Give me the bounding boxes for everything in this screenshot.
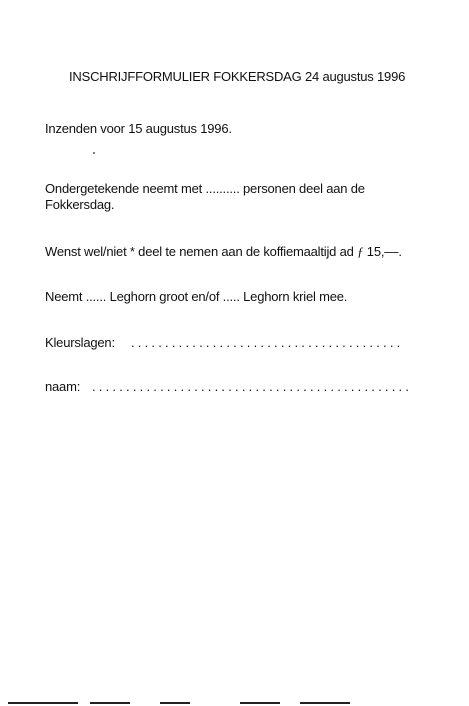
naam-fill-line[interactable]: ...............................................: [92, 379, 413, 394]
kleurslagen-fill-line[interactable]: ........................................: [131, 335, 404, 350]
coffee-text: Wenst wel/niet * deel te nemen aan de koffiemaaltijd ad: [45, 244, 358, 259]
participants-line: Ondergetekende neemt met .......... personen deel aan de: [45, 181, 365, 196]
naam-label: naam:: [45, 379, 81, 394]
scan-bottom-edge: [0, 700, 469, 706]
scan-speck: [93, 152, 95, 154]
form-title: INSCHRIJFFORMULIER FOKKERSDAG 24 augustus 1996: [69, 69, 406, 84]
participants-line-continued: Fokkersdag.: [45, 197, 115, 212]
coffee-line: [45, 243, 402, 260]
coffee-amount: 15,––.: [363, 244, 402, 259]
kleurslagen-label: Kleurslagen:: [45, 335, 115, 350]
currency-symbol: ƒ: [357, 244, 364, 259]
leghorn-line: Neemt ...... Leghorn groot en/of ..... Leghorn kriel mee.: [45, 289, 348, 304]
deadline-text: Inzenden voor 15 augustus 1996.: [45, 121, 232, 136]
